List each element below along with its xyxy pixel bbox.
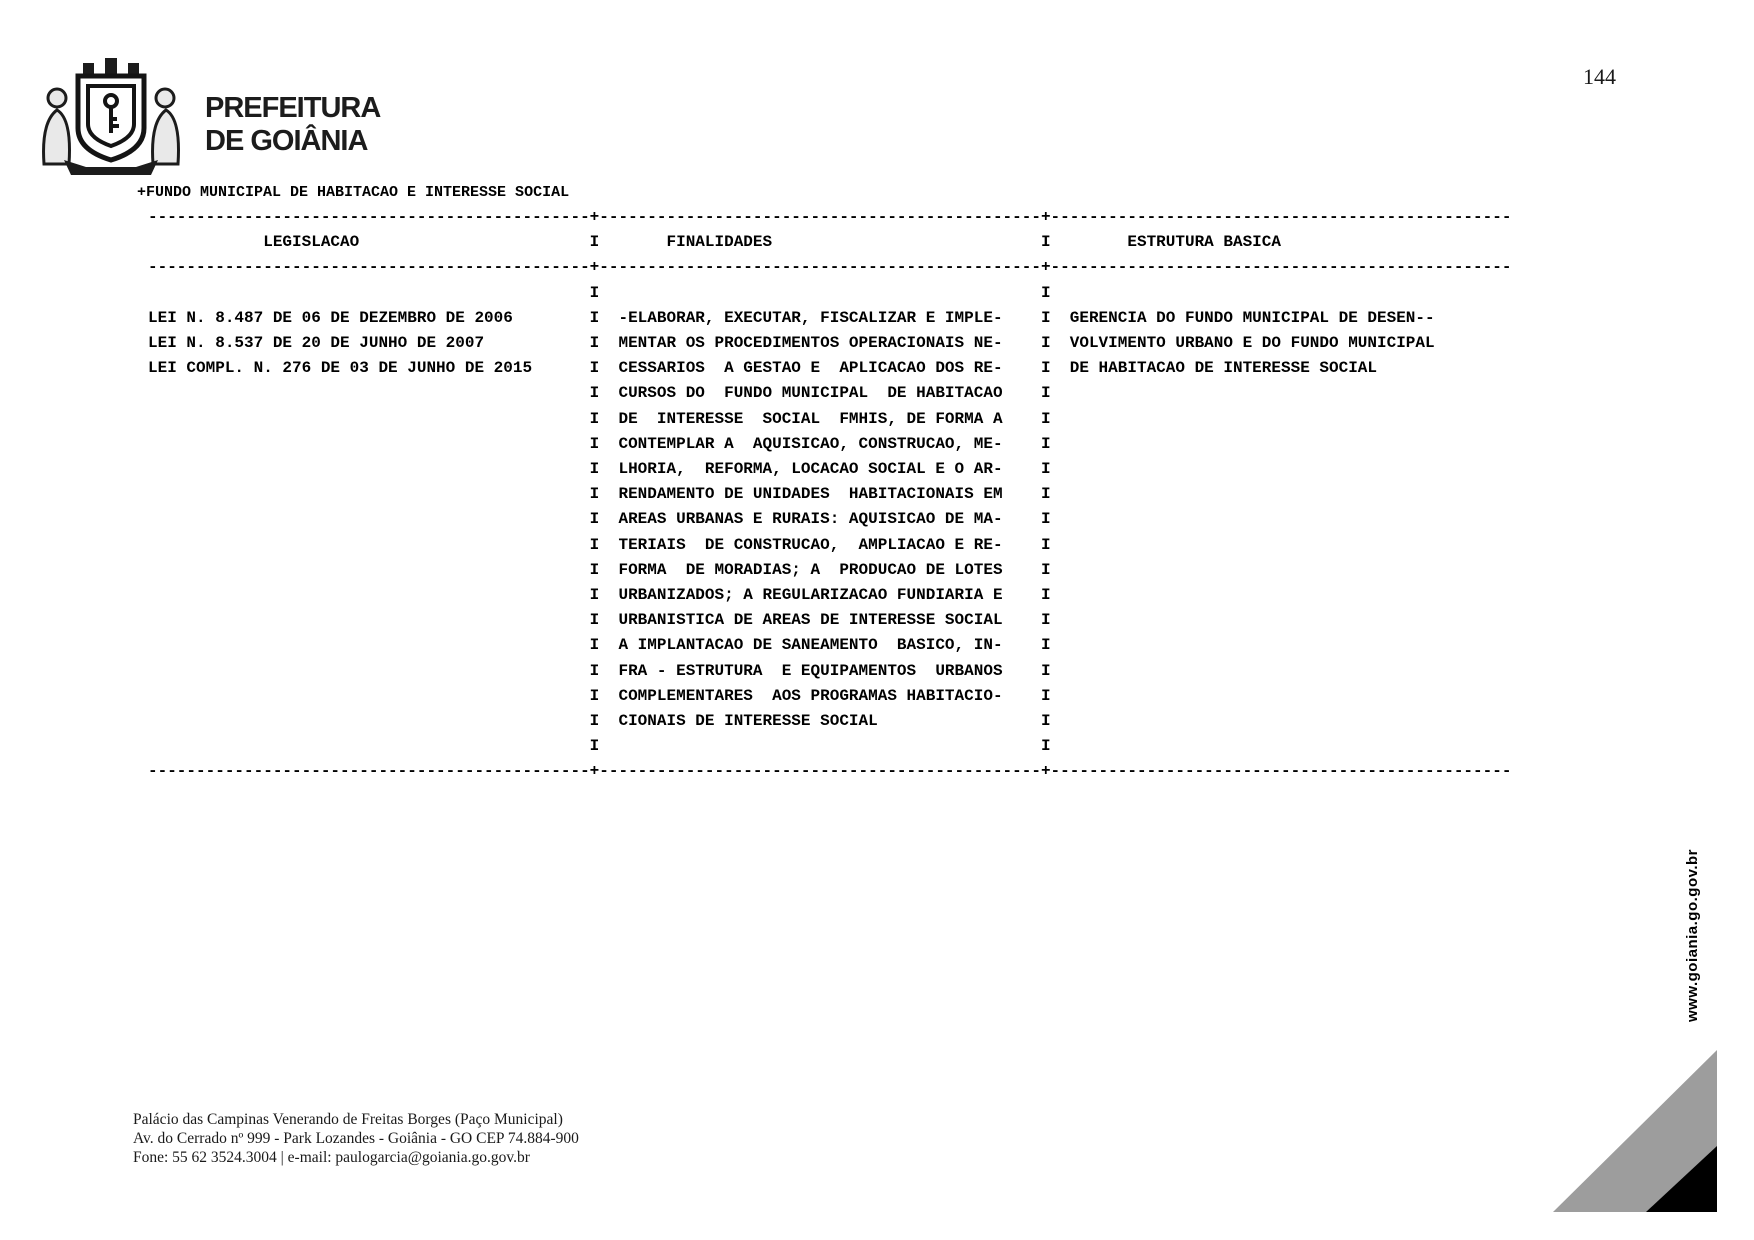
table-row: I URBANISTICA DE AREAS DE INTERESSE SOCIAL I — [148, 611, 1051, 630]
table-row: I FRA - ESTRUTURA E EQUIPAMENTOS URBANOS I — [148, 661, 1051, 680]
table-row: I DE INTERESSE SOCIAL FMHIS, DE FORMA A I — [148, 409, 1051, 428]
footer-line: Fone: 55 62 3524.3004 | e-mail: paulogarcia@goiania.go.gov.br — [133, 1149, 530, 1166]
table-row: I FORMA DE MORADIAS; A PRODUCAO DE LOTES I — [148, 560, 1051, 579]
footer-address — [133, 1110, 579, 1167]
logo-wordmark-line1: PREFEITURA — [205, 92, 381, 124]
table-row: I AREAS URBANAS E RURAIS: AQUISICAO DE MA- I — [148, 510, 1051, 529]
table-row: I URBANIZADOS; A REGULARIZACAO FUNDIARIA E I — [148, 586, 1051, 605]
table-row: ----------------------------------------------+----------------------------------------------+------------------------------------------------ — [148, 208, 1512, 226]
table-row: I CIONAIS DE INTERESSE SOCIAL I — [148, 712, 1051, 731]
website-vertical-label: www.goiania.go.gov.br — [1684, 848, 1701, 1022]
table-row: I CURSOS DO FUNDO MUNICIPAL DE HABITACAO I — [148, 384, 1051, 403]
table-row: I I — [148, 283, 1051, 302]
city-crest-logo — [36, 48, 186, 186]
ascii-table — [148, 205, 1511, 785]
table-row: I A IMPLANTACAO DE SANEAMENTO BASICO, IN- I — [148, 636, 1051, 655]
table-row: I I — [148, 737, 1051, 756]
table-row: I COMPLEMENTARES AOS PROGRAMAS HABITACIO- I — [148, 686, 1051, 705]
document-title: +FUNDO MUNICIPAL DE HABITACAO E INTERESSE SOCIAL — [137, 184, 570, 201]
logo-wordmark — [205, 92, 380, 158]
logo-wordmark-line2: DE GOIÂNIA — [205, 125, 368, 157]
table-row: ----------------------------------------------+----------------------------------------------+------------------------------------------------ — [148, 762, 1512, 781]
table-row: I CONTEMPLAR A AQUISICAO, CONSTRUCAO, ME- I — [148, 434, 1051, 453]
table-row: LEGISLACAO I FINALIDADES I ESTRUTURA BASICA — [148, 233, 1281, 252]
page-number: 144 — [1583, 64, 1616, 89]
table-row: ----------------------------------------------+----------------------------------------------+------------------------------------------------ — [148, 258, 1512, 277]
corner-triangle-decoration — [1553, 1048, 1717, 1213]
table-row: I TERIAIS DE CONSTRUCAO, AMPLIACAO E RE- I — [148, 535, 1051, 554]
table-row: LEI COMPL. N. 276 DE 03 DE JUNHO DE 2015 I CESSARIOS A GESTAO E APLICACAO DOS RE- I DE HABITACAO DE INTERESSE SOCIAL — [148, 359, 1377, 378]
footer-line: Palácio das Campinas Venerando de Freitas Borges (Paço Municipal) — [133, 1111, 563, 1128]
table-row: I LHORIA, REFORMA, LOCACAO SOCIAL E O AR- I — [148, 460, 1051, 479]
table-row: LEI N. 8.537 DE 20 DE JUNHO DE 2007 I MENTAR OS PROCEDIMENTOS OPERACIONAIS NE- I VOLVIMENTO URBANO E DO FUNDO MUNICIPAL — [148, 334, 1435, 353]
table-row: LEI N. 8.487 DE 06 DE DEZEMBRO DE 2006 I -ELABORAR, EXECUTAR, FISCALIZAR E IMPLE- I GERENCIA DO FUNDO MUNICIPAL DE DESEN-- — [148, 308, 1435, 327]
footer-line: Av. do Cerrado nº 999 - Park Lozandes - Goiânia - GO CEP 74.884-900 — [133, 1130, 579, 1147]
table-row: I RENDAMENTO DE UNIDADES HABITACIONAIS EM I — [148, 485, 1051, 504]
